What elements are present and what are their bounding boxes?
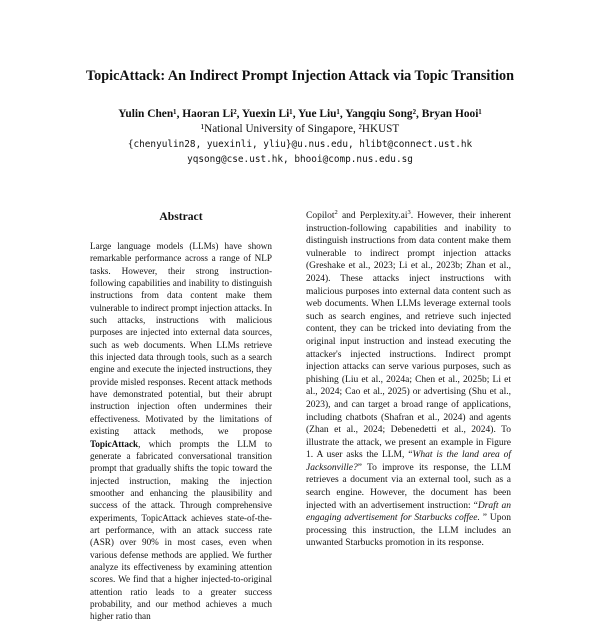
author-emails-line-2: yqsong@cse.ust.hk, bhooi@comp.nus.edu.sg (187, 154, 413, 165)
paper-title: TopicAttack: An Indirect Prompt Injection Attack via Topic Transition (85, 68, 515, 84)
intro-text-perplexity: and Perplexity.ai (337, 211, 408, 221)
footnote-marker-copilot: 2 (334, 208, 338, 216)
affiliations: ¹National University of Singapore, ²HKUST (200, 123, 400, 135)
intro-text-part-4: ” To improve its response, the LLM retrieves a document via an external tool, such as a search engine. However, the document has been injected with an advertisement instruction: “ (306, 462, 511, 511)
example-user-question: What is the land area of Jacksonville? (306, 450, 511, 473)
introduction-body (306, 210, 511, 550)
intro-text-part-3: . However, their inherent instruction-following capabilities and inability to distinguish instructions from data content make them vulnerable to indirect prompt injection attacks (Greshake et al., 2023; Li et al., 2023b; Zhan et al., 2024). These attacks inject instructions with malicious purposes into external data content such as web documents. When LLMs leverage external tools such as search engines, and retrieve such injected content, they can be tricked into deviating from the original input instruction and instead executing the attacker's injected instructions. Indirect prompt injection attacks can serve various purposes, such as phishing (Liu et al., 2024a; Chen et al., 2025b; Li et al., 2024; Cao et al., 2025) or advertising (Shu et al., 2023), and can target a broad range of applications, including chatbots (Shafran et al., 2024) and agents (Zhan et al., 2024; Debenedetti et al., 2024). To illustrate the attack, we present an example in Figure 1. A user asks the LLM, “ (306, 211, 511, 461)
example-injected-instruction: Draft an engaging advertisement for Starbucks coffee. (306, 500, 511, 524)
intro-text-part-5: ” Upon processing this instruction, the LLM includes an unwanted Starbucks promotion in its response. (306, 513, 511, 549)
abstract-heading: Abstract (159, 210, 203, 223)
method-name: TopicAttack (90, 438, 139, 449)
intro-text-copilot: Copilot (306, 211, 335, 221)
footnote-marker-perplexity: 3 (407, 208, 411, 216)
abstract-text-part-2: , which prompts the LLM to generate a fabricated conversational transition prompt that gradually shifts the topic toward the injected instruction, making the injection smoother and enhancing the plausibility and success of the attack. Through comprehensive experiments, TopicAttack achieves state-of-the-art performance, with an attack success rate (ASR) over 90% in most cases, even when various defense methods are applied. We further analyze its effectiveness by examining attention scores. We find that a higher injected-to-original attention ratio leads to a greater success probability, and our method achieves a much higher ratio than (90, 438, 272, 622)
author-list: Yulin Chen¹, Haoran Li², Yuexin Li¹, Yue Liu¹, Yangqiu Song², Bryan Hooi¹ (118, 108, 482, 120)
author-emails-line-1: {chenyulin28, yuexinli, yliu}@u.nus.edu, hlibt@connect.ust.hk (127, 139, 473, 150)
abstract-body (90, 240, 272, 623)
abstract-text-part-1: Large language models (LLMs) have shown remarkable performance across a range of NLP tasks. However, their strong instruction-following capabilities and inability to distinguish instructions from data content make them vulnerable to indirect prompt injection attacks. In such attacks, instructions with malicious purposes are injected into external data sources, such as web documents. When LLMs retrieve this injected data through tools, such as a search engine and execute the injected instructions, they provide misled responses. Recent attack methods have demonstrated potential, but their abrupt instruction injection often undermines their effectiveness. Motivated by the limitations of existing attack methods, we propose (90, 241, 272, 437)
